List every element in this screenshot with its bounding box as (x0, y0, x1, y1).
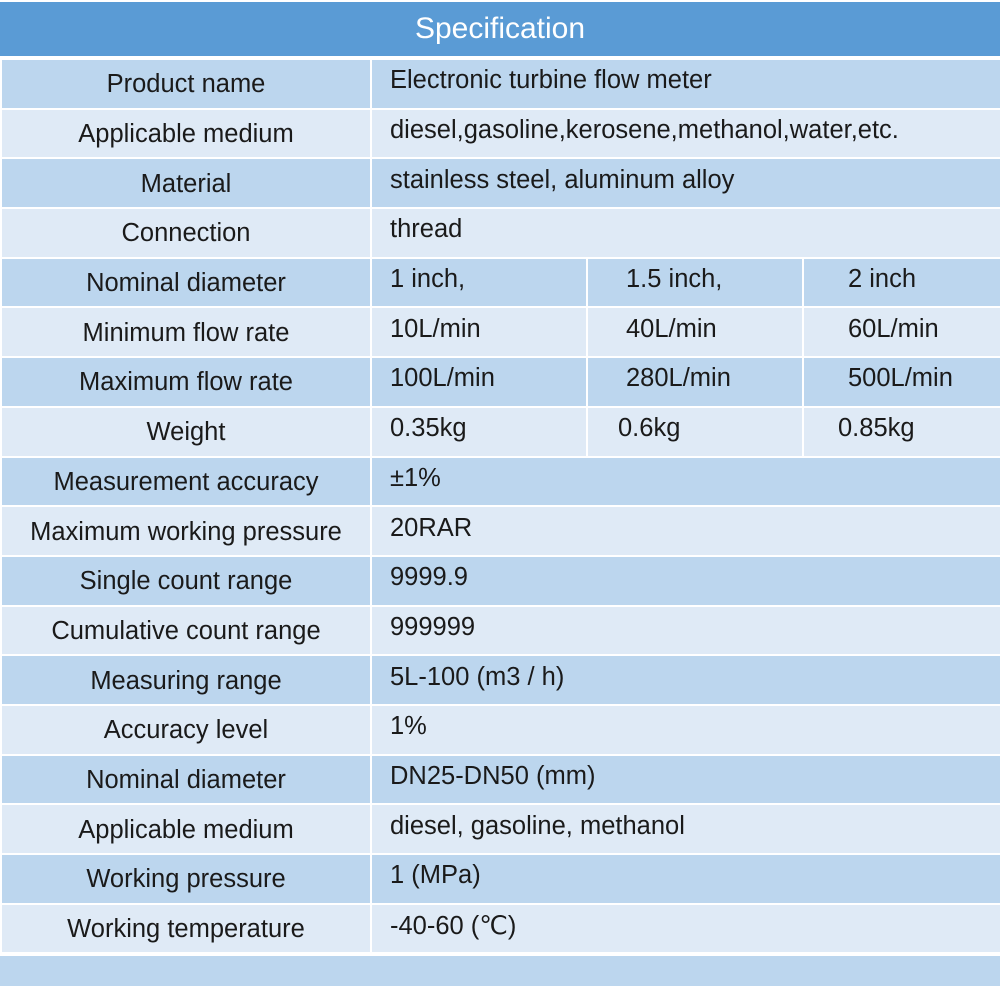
table-row (1, 705, 1000, 755)
table-row (1, 208, 1000, 258)
table-row (1, 556, 1000, 606)
row-value: -40-60 (℃) (371, 904, 1000, 954)
table-bottom-strip (0, 954, 1000, 986)
spec-header (0, 2, 1000, 58)
row-value: 20RAR (371, 506, 1000, 556)
row-value: 999999 (371, 606, 1000, 656)
row-value-2: 0.6kg (587, 407, 803, 457)
row-label: Cumulative count range (1, 606, 371, 656)
table-row (1, 506, 1000, 556)
row-value: thread (371, 208, 1000, 258)
row-value-1: 1 inch, (371, 258, 587, 308)
table-row (1, 854, 1000, 904)
table-row (1, 904, 1000, 954)
row-value-3: 0.85kg (803, 407, 1000, 457)
row-value-2: 40L/min (587, 307, 803, 357)
row-value: 1% (371, 705, 1000, 755)
spec-title: Specification (414, 12, 586, 45)
row-value-3: 500L/min (803, 357, 1000, 407)
row-label: Maximum working pressure (1, 506, 371, 556)
row-value-1: 10L/min (371, 307, 587, 357)
table-row (1, 307, 1000, 357)
table-row (1, 158, 1000, 208)
row-label: Maximum flow rate (1, 357, 371, 407)
row-value-1: 100L/min (371, 357, 587, 407)
row-value: 9999.9 (371, 556, 1000, 606)
row-label: Nominal diameter (1, 755, 371, 805)
row-value: Electronic turbine flow meter (371, 59, 1000, 109)
row-label: Applicable medium (1, 804, 371, 854)
row-label: Applicable medium (1, 109, 371, 159)
row-value-3: 60L/min (803, 307, 1000, 357)
table-row (1, 407, 1000, 457)
row-label: Working temperature (1, 904, 371, 954)
row-label: Single count range (1, 556, 371, 606)
row-label: Accuracy level (1, 705, 371, 755)
row-value: stainless steel, aluminum alloy (371, 158, 1000, 208)
row-label: Product name (1, 59, 371, 109)
spec-table (0, 58, 1000, 954)
row-value: ±1% (371, 457, 1000, 507)
row-label: Measurement accuracy (1, 457, 371, 507)
table-row (1, 804, 1000, 854)
row-value-1: 0.35kg (371, 407, 587, 457)
row-label: Nominal diameter (1, 258, 371, 308)
row-value: diesel, gasoline, methanol (371, 804, 1000, 854)
row-value-2: 280L/min (587, 357, 803, 407)
table-row (1, 357, 1000, 407)
table-row (1, 109, 1000, 159)
row-label: Measuring range (1, 655, 371, 705)
row-label: Weight (1, 407, 371, 457)
row-label: Working pressure (1, 854, 371, 904)
table-row (1, 755, 1000, 805)
table-row (1, 457, 1000, 507)
table-row (1, 606, 1000, 656)
table-row (1, 655, 1000, 705)
row-label: Minimum flow rate (1, 307, 371, 357)
row-label: Connection (1, 208, 371, 258)
row-value-3: 2 inch (803, 258, 1000, 308)
row-value: 5L-100 (m3 / h) (371, 655, 1000, 705)
row-value: DN25-DN50 (mm) (371, 755, 1000, 805)
row-value: diesel,gasoline,kerosene,methanol,water,etc. (371, 109, 1000, 159)
row-label: Material (1, 158, 371, 208)
row-value-2: 1.5 inch, (587, 258, 803, 308)
row-value: 1 (MPa) (371, 854, 1000, 904)
table-row (1, 258, 1000, 308)
table-row (1, 59, 1000, 109)
